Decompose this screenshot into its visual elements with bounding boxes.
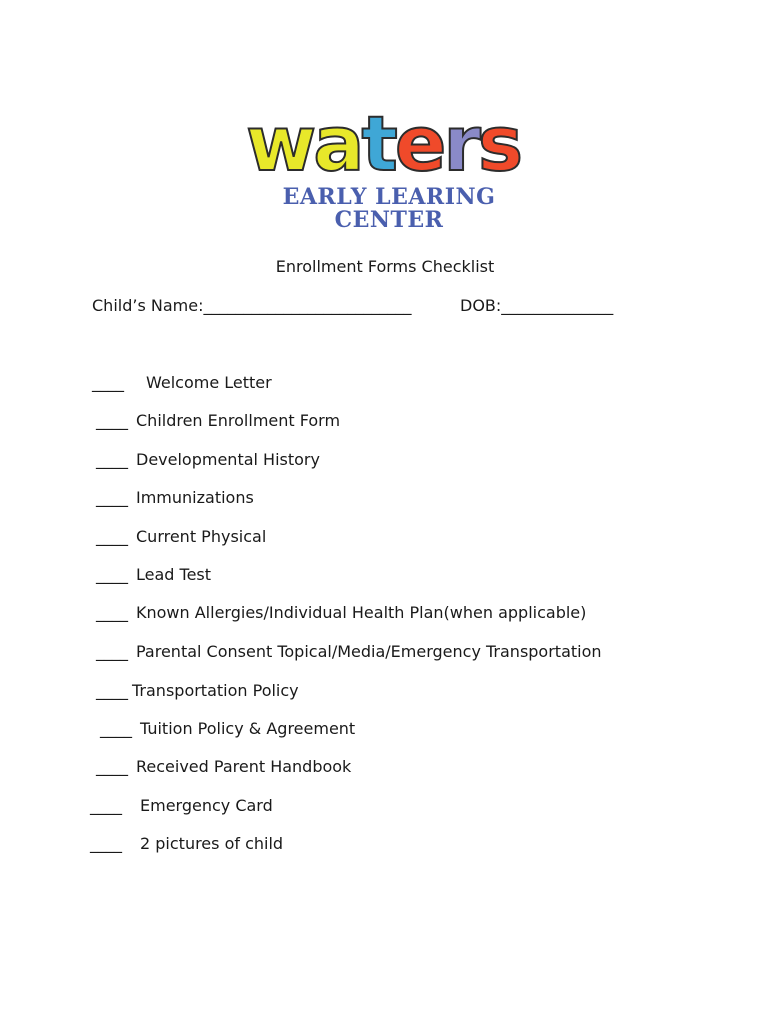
checkbox-blank[interactable]: ____ [92, 373, 124, 392]
logo-letter: e [394, 99, 444, 188]
checkbox-blank[interactable]: ____ [96, 488, 128, 507]
checklist-item-label: Children Enrollment Form [136, 411, 341, 430]
checklist-item-label: Received Parent Handbook [136, 757, 352, 776]
checkbox-blank[interactable]: ____ [100, 719, 132, 738]
checkbox-blank[interactable]: ____ [96, 527, 128, 546]
checkbox-blank[interactable]: ____ [96, 642, 128, 661]
checklist-item [96, 449, 320, 471]
checklist-item [96, 526, 266, 548]
checklist-item [96, 641, 602, 663]
checkbox-blank[interactable]: ____ [96, 603, 128, 622]
checklist-item-label: Immunizations [136, 488, 254, 507]
logo-letter: t [361, 99, 395, 188]
checkbox-blank[interactable]: ____ [96, 411, 128, 430]
logo-letter: s [477, 99, 521, 188]
checklist-item [96, 564, 211, 586]
checklist-item-label: Emergency Card [140, 796, 273, 815]
logo-wordmark [246, 99, 526, 188]
child-name-field[interactable]: Child’s Name:__________________________ [92, 296, 412, 315]
checklist-item-label: Lead Test [136, 565, 212, 584]
checklist-item [96, 756, 351, 778]
waters-logo [246, 99, 526, 234]
page-title: Enrollment Forms Checklist [275, 257, 495, 276]
checklist-item-label: Transportation Policy [132, 681, 299, 700]
logo-subtitle-line2: CENTER [334, 207, 444, 233]
checklist-item [90, 833, 283, 855]
checklist-item-label: Welcome Letter [146, 373, 272, 392]
checklist-item [96, 602, 586, 624]
checklist-item [96, 680, 299, 702]
logo-letter: a [313, 99, 362, 188]
checklist-item [92, 372, 272, 394]
checklist-item-label: Parental Consent Topical/Media/Emergency Transportation [136, 642, 602, 661]
checklist-item [90, 795, 273, 817]
checkbox-blank[interactable]: ____ [96, 565, 128, 584]
checklist-item-label: Tuition Policy & Agreement [140, 719, 356, 738]
checkbox-blank[interactable]: ____ [96, 450, 128, 469]
checklist-item-label: Known Allergies/Individual Health Plan(when applicable) [136, 603, 587, 622]
dob-field[interactable]: DOB:______________ [460, 296, 614, 315]
checkbox-blank[interactable]: ____ [96, 681, 128, 700]
checklist-item-label: 2 pictures of child [140, 834, 284, 853]
checkbox-blank[interactable]: ____ [96, 757, 128, 776]
logo-letter: r [443, 99, 478, 188]
checklist-item-label: Current Physical [136, 527, 267, 546]
checklist-item [96, 410, 340, 432]
logo-letter: w [246, 99, 314, 188]
checkbox-blank[interactable]: ____ [90, 796, 122, 815]
checkbox-blank[interactable]: ____ [90, 834, 122, 853]
logo-subtitle-line1: EARLY LEARING [282, 184, 496, 210]
checklist-item [100, 718, 355, 740]
checklist-item [96, 487, 254, 509]
checklist-item-label: Developmental History [136, 450, 320, 469]
